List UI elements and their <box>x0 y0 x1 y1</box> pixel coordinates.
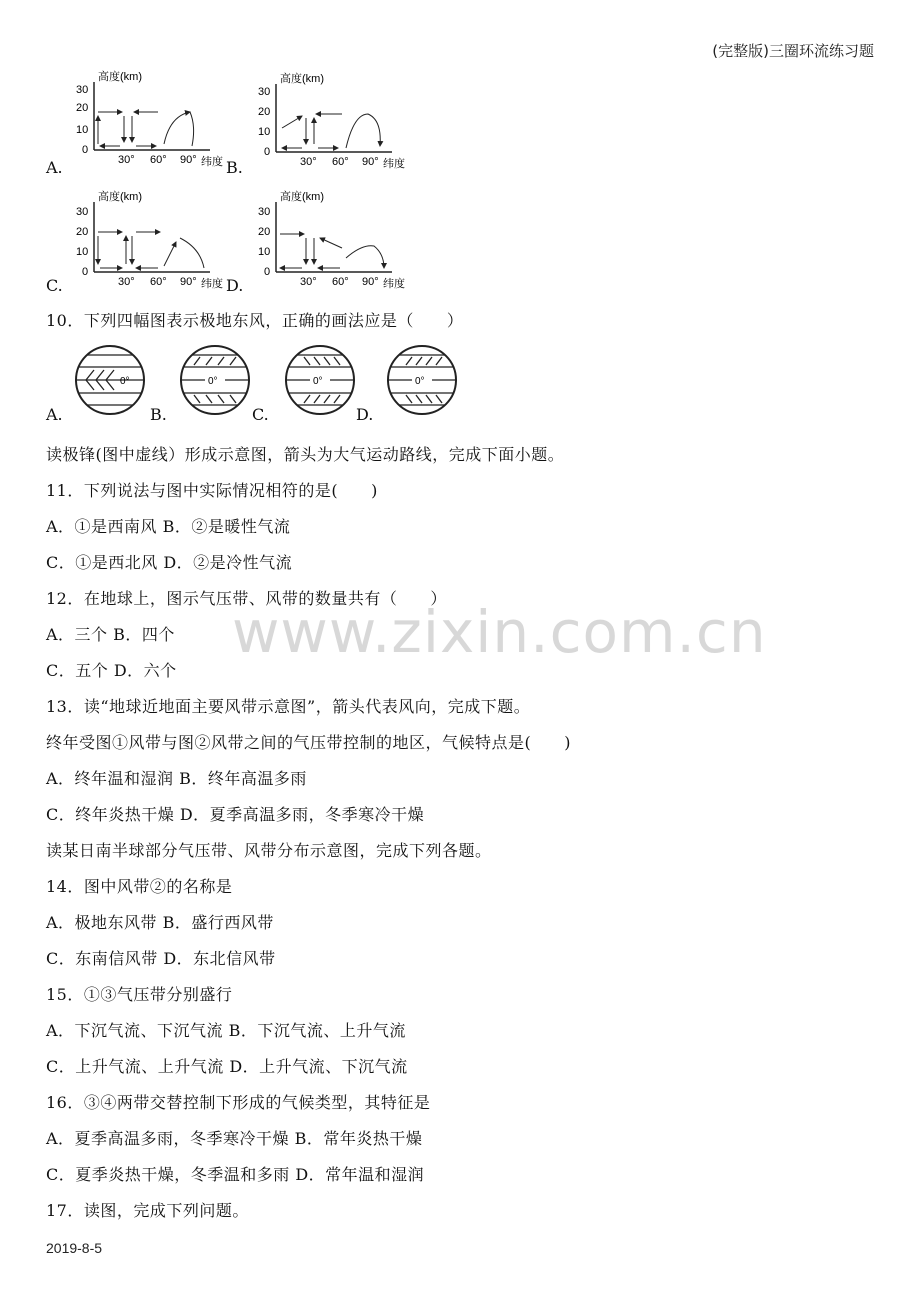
q15-options-cd: C．上升气流、上升气流 D．上升气流、下沉气流 <box>46 1057 408 1076</box>
x-tick: 30° <box>118 276 135 288</box>
y-axis-title: 高度(km) <box>98 191 142 203</box>
x-tick: 90° <box>180 154 197 166</box>
q9-option-d-label: D. <box>226 276 244 295</box>
q10-globe-diagrams <box>60 340 480 422</box>
y-tick: 10 <box>258 246 271 258</box>
q16-question: 16．③④两带交替控制下形成的气候类型，其特征是 <box>46 1093 431 1112</box>
y-tick: 30 <box>76 206 89 218</box>
x-tick: 90° <box>362 156 379 168</box>
x-tick: 90° <box>362 276 379 288</box>
y-tick: 30 <box>76 84 89 96</box>
q10-globe-a <box>70 346 150 414</box>
q10-globe-b <box>175 346 255 414</box>
equator-label: 0° <box>415 376 425 387</box>
x-tick: 60° <box>150 276 167 288</box>
q11-options-ab: A．①是西南风 B．②是暖性气流 <box>46 517 291 536</box>
x-title: 纬度 <box>201 278 223 290</box>
q9-chart-b <box>258 71 405 170</box>
equator-label: 0° <box>208 376 218 387</box>
y-tick: 20 <box>258 106 271 118</box>
y-tick: 10 <box>76 246 89 258</box>
x-tick: 30° <box>118 154 135 166</box>
q10-option-c-label: C. <box>252 405 269 424</box>
y-axis-title: 高度(km) <box>280 73 324 85</box>
q10-globe-d <box>382 346 462 414</box>
y-tick: 10 <box>76 124 89 136</box>
x-tick: 30° <box>300 276 317 288</box>
q14-options-cd: C．东南信风带 D．东北信风带 <box>46 949 276 968</box>
q10-option-a-label: A. <box>46 405 63 424</box>
page-footer-date: 2019-8-5 <box>46 1240 103 1256</box>
q12-options-ab: A．三个 B．四个 <box>46 625 175 644</box>
y-tick: 20 <box>76 102 89 114</box>
y-tick: 0 <box>82 144 89 156</box>
y-tick: 0 <box>82 266 89 278</box>
x-tick: 60° <box>332 156 349 168</box>
y-tick: 30 <box>258 86 271 98</box>
q9-option-c-label: C. <box>46 276 63 295</box>
y-tick: 0 <box>264 146 271 158</box>
x-tick: 90° <box>180 276 197 288</box>
q9-chart-a <box>76 69 223 168</box>
q9-chart-d <box>258 189 405 290</box>
q10-globe-c <box>280 346 360 414</box>
q14-options-ab: A．极地东风带 B．盛行西风带 <box>46 913 274 932</box>
y-axis-title: 高度(km) <box>280 191 324 203</box>
x-tick: 60° <box>150 154 167 166</box>
x-title: 纬度 <box>383 278 405 290</box>
q11-question: 11．下列说法与图中实际情况相符的是( ) <box>46 481 378 500</box>
equator-label: 0° <box>120 376 130 387</box>
q11-options-cd: C．①是西北风 D．②是冷性气流 <box>46 553 293 572</box>
passage-line: 读极锋(图中虚线）形成示意图，箭头为大气运动路线，完成下面小题。 <box>46 445 565 464</box>
q17-question: 17．读图，完成下列问题。 <box>46 1201 249 1220</box>
q16-options-ab: A．夏季高温多雨，冬季寒冷干燥 B．常年炎热干燥 <box>46 1129 423 1148</box>
q9-chart-c <box>76 189 223 290</box>
q9-option-a-label: A. <box>46 158 63 177</box>
q13-stem: 终年受图①风带与图②风带之间的气压带控制的地区，气候特点是( ) <box>46 733 571 752</box>
equator-label: 0° <box>313 376 323 387</box>
q9-option-b-label: B. <box>226 158 243 177</box>
q13-question: 13．读“地球近地面主要风带示意图”，箭头代表风向，完成下题。 <box>46 697 531 716</box>
x-title: 纬度 <box>201 156 223 168</box>
y-tick: 30 <box>258 206 271 218</box>
watermark: www.zixin.com.cn <box>232 598 767 666</box>
q12-question: 12．在地球上，图示气压带、风带的数量共有（ ） <box>46 589 447 608</box>
q15-options-ab: A．下沉气流、下沉气流 B．下沉气流、上升气流 <box>46 1021 406 1040</box>
x-title: 纬度 <box>383 158 405 170</box>
q10-option-d-label: D. <box>356 405 374 424</box>
y-tick: 20 <box>76 226 89 238</box>
q14-question: 14．图中风带②的名称是 <box>46 877 233 896</box>
q12-options-cd: C．五个 D．六个 <box>46 661 177 680</box>
q13-options-ab: A．终年温和湿润 B．终年高温多雨 <box>46 769 307 788</box>
q10-option-b-label: B. <box>150 405 167 424</box>
y-tick: 0 <box>264 266 271 278</box>
y-axis-title: 高度(km) <box>98 71 142 83</box>
q10-question: 10．下列四幅图表示极地东风，正确的画法应是（ ） <box>46 311 464 330</box>
x-tick: 60° <box>332 276 349 288</box>
passage-line: 读某日南半球部分气压带、风带分布示意图，完成下列各题。 <box>46 841 492 860</box>
page-header: (完整版)三圈环流练习题 <box>712 42 874 60</box>
y-tick: 20 <box>258 226 271 238</box>
q16-options-cd: C．夏季炎热干燥，冬季温和多雨 D．常年温和湿润 <box>46 1165 425 1184</box>
q15-question: 15．①③气压带分别盛行 <box>46 985 233 1004</box>
y-tick: 10 <box>258 126 271 138</box>
x-tick: 30° <box>300 156 317 168</box>
q9-option-charts <box>60 60 420 300</box>
q13-options-cd: C．终年炎热干燥 D．夏季高温多雨，冬季寒冷干燥 <box>46 805 425 824</box>
